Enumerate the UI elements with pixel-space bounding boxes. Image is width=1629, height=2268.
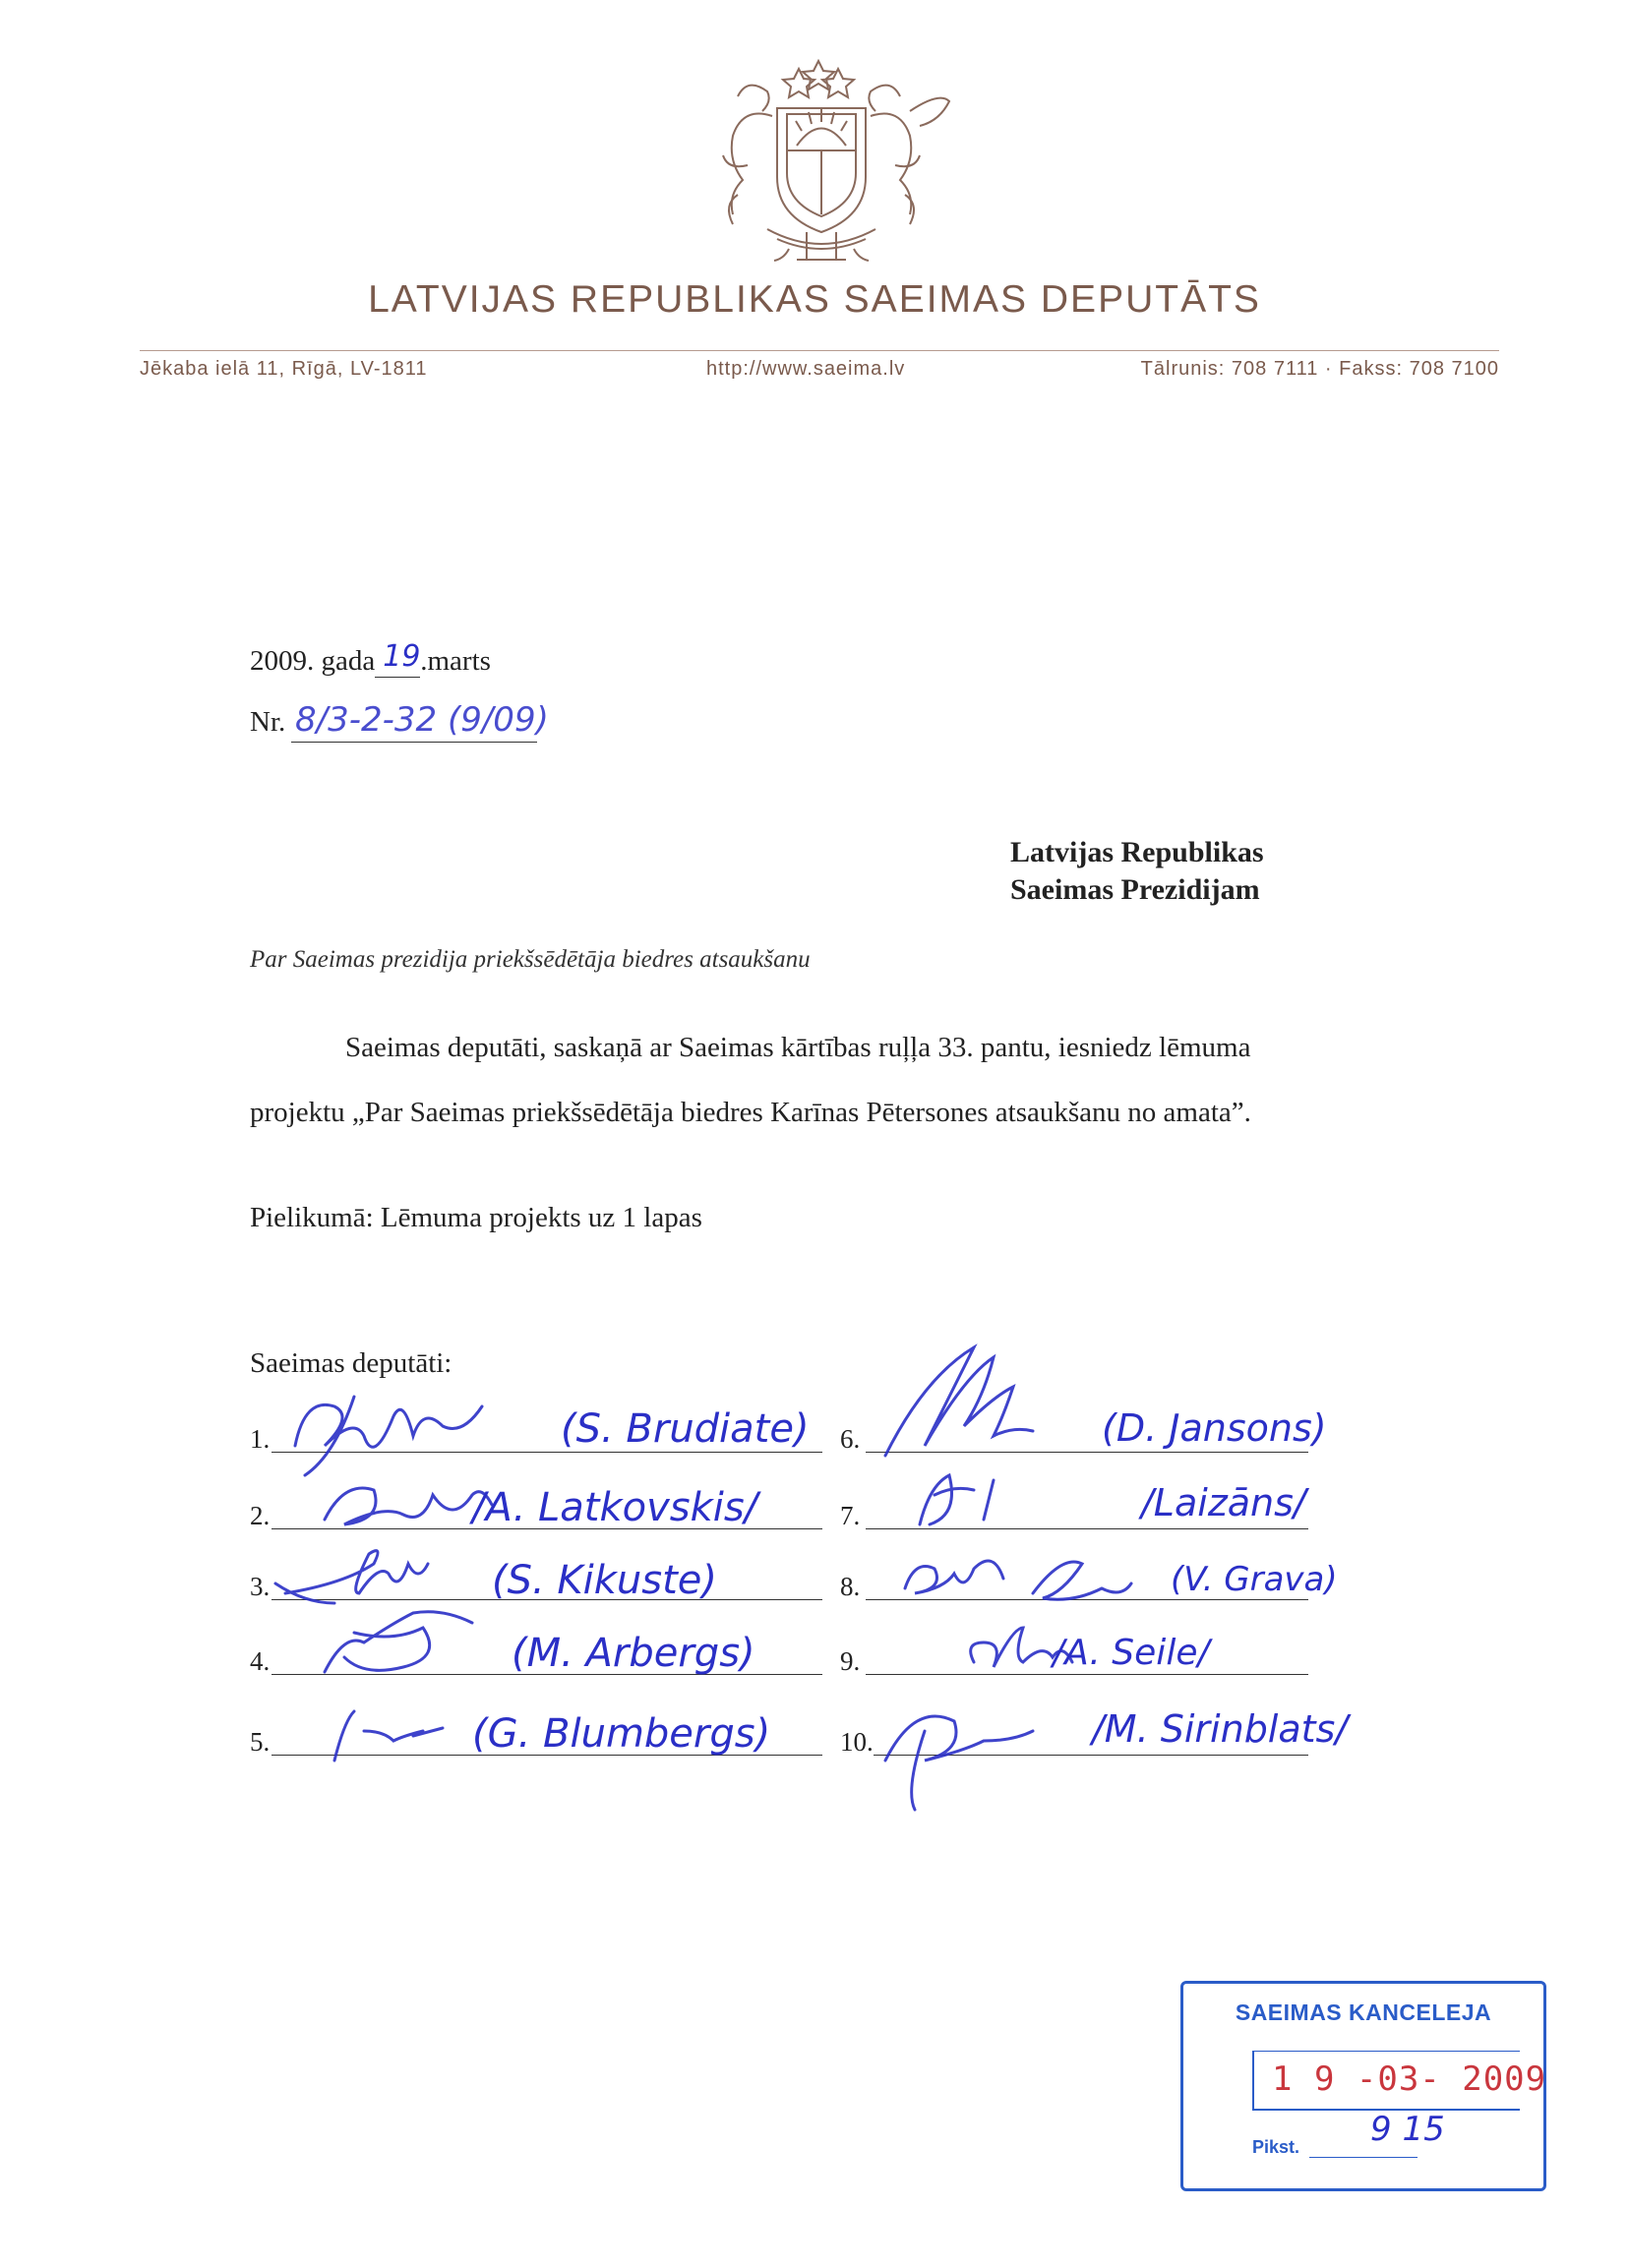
recipient-line: Latvijas Republikas — [1010, 836, 1264, 868]
signature-name: (G. Blumbergs) — [472, 1711, 771, 1757]
paragraph-line: Saeimas deputāti, saskaņā ar Saeimas kārtības ruļļa 33. pantu, iesniedz lēmuma — [345, 1032, 1251, 1063]
stamp-pikst-line — [1309, 2157, 1418, 2158]
date-suffix: .marts — [420, 645, 491, 677]
signature-name: (S. Brudiate) — [561, 1406, 810, 1452]
signature-scribble — [325, 1612, 472, 1672]
signature-scribble — [275, 1551, 428, 1603]
signature-name: (M. Arbergs) — [512, 1631, 755, 1676]
signature-number: 7. — [840, 1501, 861, 1530]
signature-scribble — [295, 1397, 482, 1475]
stamp-pikst-value: 9 15 — [1370, 2110, 1445, 2149]
date-handwritten: 19 — [383, 639, 421, 674]
number-handwritten: 8/3-2-32 (9/09) — [295, 700, 549, 740]
signature-number: 10. — [840, 1727, 874, 1757]
signature-number: 1. — [250, 1424, 271, 1454]
stamp-pikst-label: Pikst. — [1252, 2137, 1300, 2157]
signature-number: 8. — [840, 1572, 861, 1601]
recipient-line: Saeimas Prezidijam — [1010, 873, 1260, 906]
number-label: Nr. — [250, 706, 286, 738]
signature-name: /M. Sirinblats/ — [1092, 1707, 1349, 1751]
attachment-line: Pielikumā: Lēmuma projekts uz 1 lapas — [250, 1202, 702, 1233]
signature-scribble — [885, 1716, 1033, 1810]
signature-number: 4. — [250, 1646, 271, 1676]
signature-scribble — [325, 1488, 492, 1524]
letterhead-title: LATVIJAS REPUBLIKAS SAEIMAS DEPUTĀTS — [368, 278, 1261, 321]
date-prefix: 2009. gada — [250, 645, 376, 677]
signature-scribble — [905, 1561, 1131, 1599]
signature-name: (S. Kikuste) — [492, 1558, 718, 1603]
signature-name: /A. Latkovskis/ — [472, 1485, 758, 1530]
signatures-label: Saeimas deputāti: — [250, 1347, 452, 1379]
letterhead-website: http://www.saeima.lv — [706, 358, 906, 380]
signature-number: 5. — [250, 1727, 271, 1757]
signature-name: (V. Grava) — [1171, 1560, 1338, 1599]
signature-scribble — [920, 1475, 994, 1524]
signature-name: (D. Jansons) — [1102, 1406, 1327, 1450]
signature-number: 9. — [840, 1646, 861, 1676]
paragraph-line: projektu „Par Saeimas priekšsēdētāja biedres Karīnas Pētersones atsaukšanu no amata”. — [250, 1097, 1251, 1128]
signature-name: /A. Seile/ — [1053, 1633, 1210, 1673]
signature-number: 6. — [840, 1424, 861, 1454]
stamp-date-box — [1252, 2051, 1547, 2111]
signature-scribble — [885, 1347, 1033, 1456]
letterhead-address: Jēkaba ielā 11, Rīgā, LV-1811 — [140, 358, 428, 380]
signature-number: 3. — [250, 1572, 271, 1601]
signature-scribble — [971, 1628, 1072, 1667]
signature-name: /Laizāns/ — [1141, 1481, 1306, 1524]
stamp-title: SAEIMAS KANCELEJA — [1235, 1999, 1492, 2025]
subject-line: Par Saeimas prezidija priekšsēdētāja biedres atsaukšanu — [250, 946, 811, 973]
signature-number: 2. — [250, 1501, 271, 1530]
stamp-date: 1 9 -03- 2009 — [1272, 2059, 1547, 2099]
signature-scribble — [334, 1711, 443, 1761]
registry-stamp — [1180, 1981, 1546, 2191]
letterhead-phone-fax: Tālrunis: 708 7111 · Fakss: 708 7100 — [1140, 358, 1499, 380]
